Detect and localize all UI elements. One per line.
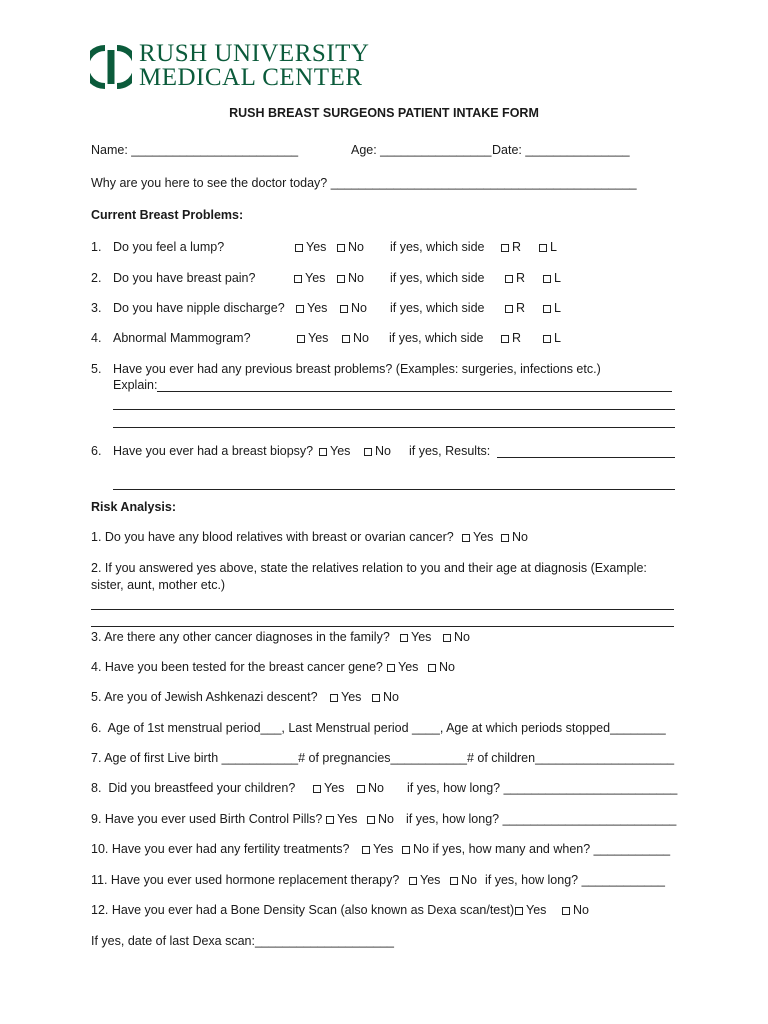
question-lump: 1. Do you feel a lump? Yes No if yes, which side R L xyxy=(91,240,557,254)
discharge-yes-option[interactable]: Yes xyxy=(296,300,327,316)
checkbox-icon[interactable] xyxy=(367,816,375,824)
biopsy-results-line-2[interactable] xyxy=(113,489,675,490)
biopsy-no-option[interactable]: No xyxy=(364,443,391,459)
name-field[interactable]: Name: ________________________ xyxy=(91,143,299,157)
question-nipple-discharge: 3. Do you have nipple discharge? Yes No if yes, which side R L xyxy=(91,301,561,315)
risk12-yes-option[interactable]: Yes xyxy=(515,902,546,918)
checkbox-icon[interactable] xyxy=(443,634,451,642)
risk11-no-option[interactable]: No xyxy=(450,872,477,888)
risk5-no-option[interactable]: No xyxy=(372,689,399,705)
logo-text xyxy=(139,42,369,90)
risk-question-10: 10. Have you ever had any fertility treatments? Yes No if yes, how many and when? ___________ xyxy=(91,842,671,856)
mammogram-yes-option[interactable]: Yes xyxy=(297,330,328,346)
risk-question-7-births[interactable]: 7. Age of first Live birth ___________# of pregnancies___________# of children____________________ xyxy=(91,751,675,765)
checkbox-icon[interactable] xyxy=(364,448,372,456)
checkbox-icon[interactable] xyxy=(428,664,436,672)
checkbox-icon[interactable] xyxy=(543,335,551,343)
checkbox-icon[interactable] xyxy=(501,335,509,343)
risk-question-2-line-2: sister, aunt, mother etc.) xyxy=(91,578,226,592)
checkbox-icon[interactable] xyxy=(362,846,370,854)
lump-no-option[interactable]: No xyxy=(337,239,364,255)
checkbox-icon[interactable] xyxy=(313,785,321,793)
pain-right-option[interactable]: R xyxy=(505,270,525,286)
discharge-no-option[interactable]: No xyxy=(340,300,367,316)
mammogram-no-option[interactable]: No xyxy=(342,330,369,346)
risk-question-11: 11. Have you ever used hormone replacement therapy? Yes No if yes, how long? ____________ xyxy=(91,873,666,887)
risk-question-12: 12. Have you ever had a Bone Density Scan (also known as Dexa scan/test) Yes No xyxy=(91,903,589,917)
explain-line-3[interactable] xyxy=(113,427,675,428)
risk-question-4: 4. Have you been tested for the breast cancer gene? Yes No xyxy=(91,660,455,674)
checkbox-icon[interactable] xyxy=(326,816,334,824)
checkbox-icon[interactable] xyxy=(372,694,380,702)
checkbox-icon[interactable] xyxy=(515,907,523,915)
question-abnormal-mammogram: 4. Abnormal Mammogram? Yes No if yes, which side R L xyxy=(91,331,561,345)
pain-left-option[interactable]: L xyxy=(543,270,561,286)
checkbox-icon[interactable] xyxy=(543,305,551,313)
risk10-yes-option[interactable]: Yes xyxy=(362,841,393,857)
checkbox-icon[interactable] xyxy=(297,335,305,343)
checkbox-icon[interactable] xyxy=(330,694,338,702)
pain-yes-option[interactable]: Yes xyxy=(294,270,325,286)
discharge-left-option[interactable]: L xyxy=(543,300,561,316)
risk4-yes-option[interactable]: Yes xyxy=(387,659,418,675)
checkbox-icon[interactable] xyxy=(340,305,348,313)
risk-question-9: 9. Have you ever used Birth Control Pills? Yes No if yes, how long? _________________________ xyxy=(91,812,677,826)
hrt-duration-field[interactable]: if yes, how long? ____________ xyxy=(485,873,666,887)
checkbox-icon[interactable] xyxy=(296,305,304,313)
explain-label-row: Explain: xyxy=(113,378,158,392)
checkbox-icon[interactable] xyxy=(505,305,513,313)
checkbox-icon[interactable] xyxy=(337,244,345,252)
risk9-yes-option[interactable]: Yes xyxy=(326,811,357,827)
checkbox-icon[interactable] xyxy=(501,244,509,252)
question-biopsy: 6. Have you ever had a breast biopsy? Yes No if yes, Results: xyxy=(91,444,491,458)
explain-line-1[interactable] xyxy=(157,391,672,392)
risk-question-8: 8. Did you breastfeed your children? Yes No if yes, how long? _________________________ xyxy=(91,781,678,795)
checkbox-icon[interactable] xyxy=(319,448,327,456)
risk1-no-option[interactable]: No xyxy=(501,529,528,545)
checkbox-icon[interactable] xyxy=(450,877,458,885)
checkbox-icon[interactable] xyxy=(294,275,302,283)
biopsy-results-line[interactable] xyxy=(497,457,675,458)
checkbox-icon[interactable] xyxy=(505,275,513,283)
checkbox-icon[interactable] xyxy=(342,335,350,343)
birth-control-duration-field[interactable]: if yes, how long? _________________________ xyxy=(406,812,677,826)
checkbox-icon[interactable] xyxy=(357,785,365,793)
date-field[interactable]: Date: _______________ xyxy=(492,143,630,157)
question-pain: 2. Do you have breast pain? Yes No if yes, which side R L xyxy=(91,271,561,285)
dexa-date-field[interactable]: If yes, date of last Dexa scan:____________________ xyxy=(91,934,395,948)
lump-right-option[interactable]: R xyxy=(501,239,521,255)
breastfeed-duration-field[interactable]: if yes, how long? _________________________ xyxy=(407,781,678,795)
risk3-no-option[interactable]: No xyxy=(443,629,470,645)
checkbox-icon[interactable] xyxy=(501,534,509,542)
checkbox-icon[interactable] xyxy=(337,275,345,283)
checkbox-icon[interactable] xyxy=(295,244,303,252)
relatives-line-2[interactable] xyxy=(91,626,674,627)
checkbox-icon[interactable] xyxy=(400,634,408,642)
risk1-yes-option[interactable]: Yes xyxy=(462,529,493,545)
lump-left-option[interactable]: L xyxy=(539,239,557,255)
mammogram-right-option[interactable]: R xyxy=(501,330,521,346)
risk8-yes-option[interactable]: Yes xyxy=(313,780,344,796)
breast-problems-heading: Current Breast Problems: xyxy=(91,208,244,222)
risk-analysis-heading: Risk Analysis: xyxy=(91,500,176,514)
risk5-yes-option[interactable]: Yes xyxy=(330,689,361,705)
risk-question-2-line-1: 2. If you answered yes above, state the relatives relation to you and their age at diagnosis (Example: xyxy=(91,561,647,575)
explain-line-2[interactable] xyxy=(113,409,675,410)
checkbox-icon[interactable] xyxy=(562,907,570,915)
risk-question-3: 3. Are there any other cancer diagnoses in the family? Yes No xyxy=(91,630,470,644)
pain-no-option[interactable]: No xyxy=(337,270,364,286)
risk-question-5: 5. Are you of Jewish Ashkenazi descent? Yes No xyxy=(91,690,399,704)
risk4-no-option[interactable]: No xyxy=(428,659,455,675)
checkbox-icon[interactable] xyxy=(539,244,547,252)
biopsy-yes-option[interactable]: Yes xyxy=(319,443,350,459)
risk11-yes-option[interactable]: Yes xyxy=(409,872,440,888)
rush-logo-mark-icon xyxy=(90,42,132,92)
risk12-no-option[interactable]: No xyxy=(562,902,589,918)
mammogram-left-option[interactable]: L xyxy=(543,330,561,346)
form-title: RUSH BREAST SURGEONS PATIENT INTAKE FORM xyxy=(229,106,539,120)
checkbox-icon[interactable] xyxy=(387,664,395,672)
reason-field[interactable]: Why are you here to see the doctor today? ____________________________________________ xyxy=(91,176,637,190)
checkbox-icon[interactable] xyxy=(543,275,551,283)
risk8-no-option[interactable]: No xyxy=(357,780,384,796)
risk10-no-option[interactable]: No if yes, how many and when? ___________ xyxy=(402,841,670,857)
checkbox-icon[interactable] xyxy=(462,534,470,542)
question-previous-problems: 5. Have you ever had any previous breast problems? (Examples: surgeries, infections etc.) xyxy=(91,362,601,376)
checkbox-icon[interactable] xyxy=(409,877,417,885)
age-field[interactable]: Age: ________________ xyxy=(351,143,492,157)
name-age-date-row xyxy=(91,142,630,158)
risk-question-6-menstrual[interactable]: 6. Age of 1st menstrual period___, Last Menstrual period ____, Age at which periods stopped________ xyxy=(91,721,666,735)
risk3-yes-option[interactable]: Yes xyxy=(400,629,431,645)
logo-line-2: MEDICAL CENTER xyxy=(139,64,363,91)
logo-line-1: RUSH UNIVERSITY xyxy=(139,40,370,67)
relatives-line-1[interactable] xyxy=(91,609,674,610)
risk-question-1: 1. Do you have any blood relatives with breast or ovarian cancer? Yes No xyxy=(91,530,528,544)
discharge-right-option[interactable]: R xyxy=(505,300,525,316)
risk9-no-option[interactable]: No xyxy=(367,811,394,827)
lump-yes-option[interactable]: Yes xyxy=(295,239,326,255)
checkbox-icon[interactable] xyxy=(402,846,410,854)
